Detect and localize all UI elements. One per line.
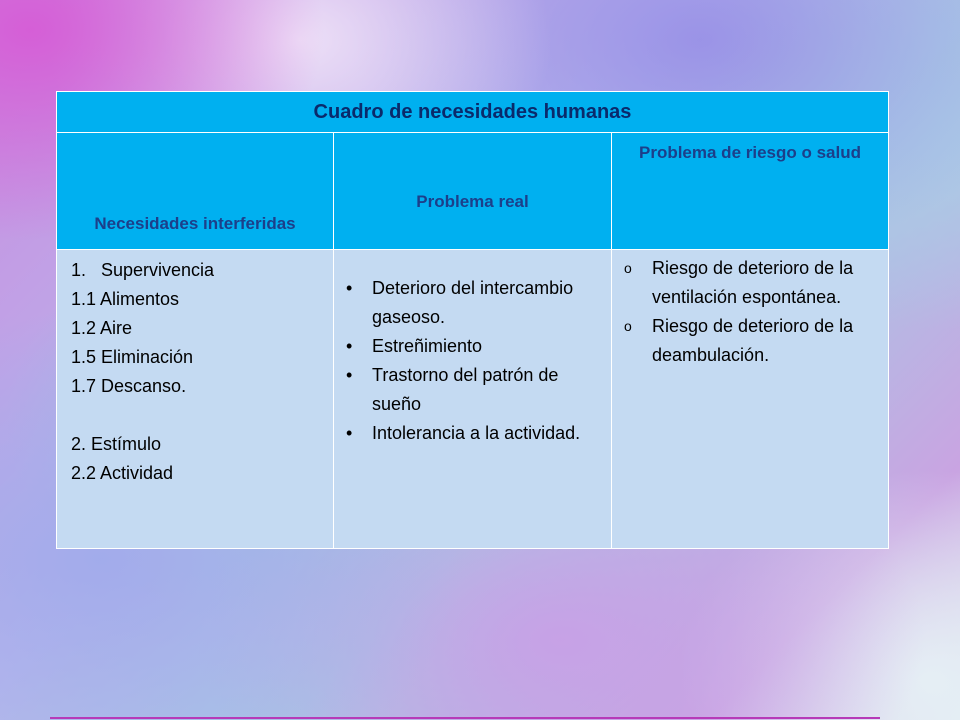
header-problema-real: Problema real [334,133,612,250]
bullet-dot-icon: • [346,365,353,385]
list-item-text: Riesgo de deterioro de la ventilación espontánea. [652,258,854,307]
needs-cell [57,250,334,549]
list-item [342,419,603,448]
line-gap [71,401,325,430]
list-item-text: Trastorno del patrón de sueño [372,365,559,414]
item-text: Supervivencia [101,260,215,280]
list-item-text: Riesgo de deterioro de la deambulación. [652,316,854,365]
body-row [57,250,889,549]
need-line: 1.1 Alimentos [71,289,180,309]
bullet-dot-icon: • [346,336,353,356]
list-item [622,312,880,370]
bottom-accent-line [50,717,880,719]
real-problems-list [342,274,603,448]
list-item-text: Estreñimiento [372,336,483,356]
need-line: 1.2 Aire [71,318,133,338]
bullet-dot-icon: • [346,278,353,298]
list-item-text: Deterioro del intercambio gaseoso. [372,278,574,327]
need-line: 2.2 Actividad [71,463,174,483]
list-item [342,274,603,332]
needs-table-container [56,91,888,549]
need-line: 2. Estímulo [71,434,162,454]
list-item [622,254,880,312]
circle-bullet-icon: o [624,260,632,276]
bullet-dot-icon: • [346,423,353,443]
header-row [57,133,889,250]
risk-problems-cell [612,250,889,549]
item-number: 1. [71,260,87,280]
list-item [342,332,603,361]
list-item-text: Intolerancia a la actividad. [372,423,581,443]
table-title: Cuadro de necesidades humanas [57,92,889,133]
need-line: 1.7 Descanso. [71,376,187,396]
needs-table [56,91,889,549]
list-item [342,361,603,419]
need-line: 1.5 Eliminación [71,347,194,367]
numbered-item [71,256,325,285]
risk-problems-list [622,254,880,370]
circle-bullet-icon: o [624,318,632,334]
title-row [57,92,889,133]
header-problema-riesgo: Problema de riesgo o salud [612,133,889,250]
real-problems-cell [334,250,612,549]
header-necesidades: Necesidades interferidas [57,133,334,250]
